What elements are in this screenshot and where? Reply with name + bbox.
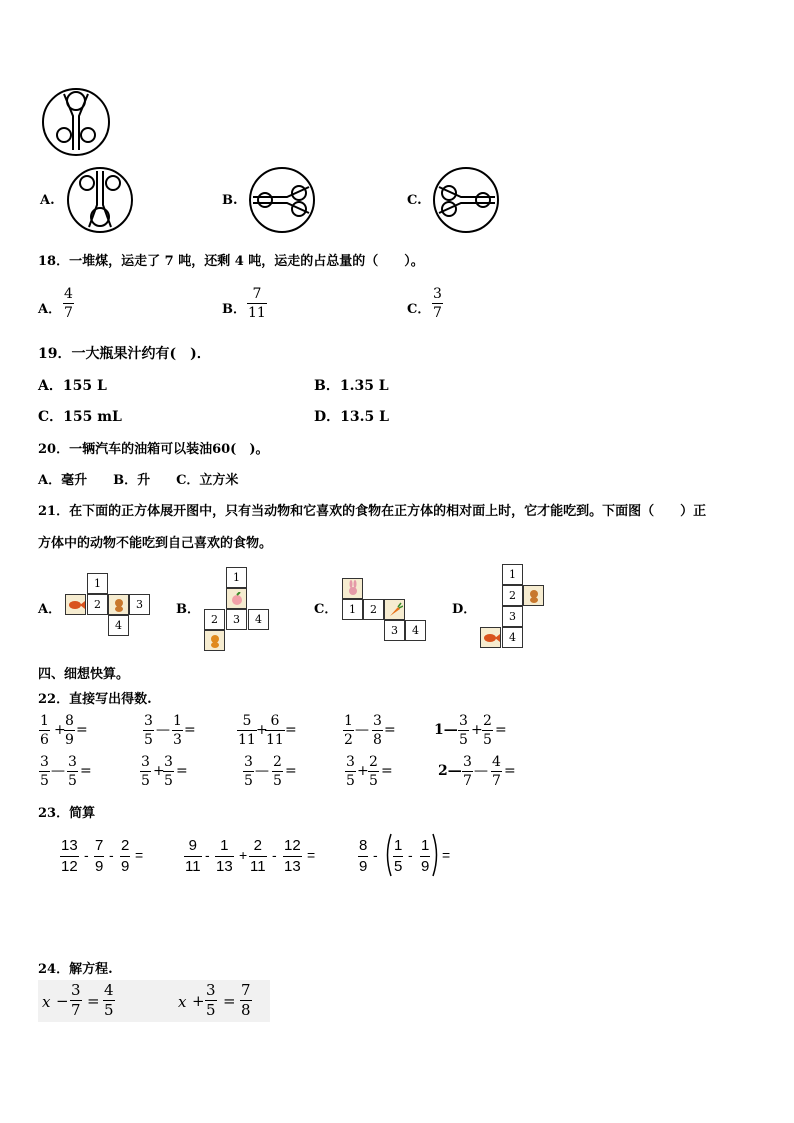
- numerator: 7: [252, 286, 262, 302]
- equals: =: [87, 992, 100, 1010]
- fraction: 3 5: [206, 981, 216, 1019]
- operator: -: [205, 847, 210, 863]
- q21-option-b-label[interactable]: B．: [176, 602, 200, 617]
- q19-stem: 19．一大瓶果汁约有( )．: [38, 346, 211, 362]
- net-cell: 2: [87, 594, 108, 615]
- net-cell: 4: [502, 627, 523, 648]
- operator: -: [272, 847, 277, 863]
- monkey-icon: [108, 594, 129, 615]
- fraction: 3 5: [459, 713, 468, 748]
- net-cell: 1: [226, 567, 247, 588]
- net-cell: 2: [363, 599, 384, 620]
- q17-option-a-figure[interactable]: [65, 165, 135, 235]
- variable-x: x: [178, 993, 187, 1011]
- fraction: 4 7: [492, 754, 501, 789]
- equals: =: [307, 847, 316, 863]
- net-cell: 2: [204, 609, 225, 630]
- fraction: 8 9: [359, 837, 368, 875]
- operator: +: [153, 763, 165, 779]
- q21-option-a-net[interactable]: [65, 573, 155, 637]
- q19-option-d[interactable]: D．13.5 L: [314, 409, 389, 425]
- q18-stem: 18．一堆煤，运走了 7 吨，还剩 4 吨，运走的占总量的（ ）。: [38, 254, 424, 269]
- fraction: 3 5: [141, 754, 150, 789]
- operator: —: [51, 763, 65, 779]
- fraction: 2 9: [121, 837, 130, 875]
- q18-option-a-label[interactable]: A．: [38, 302, 62, 317]
- equals: =: [285, 722, 297, 738]
- operator: -: [109, 847, 114, 863]
- operator: -: [373, 847, 378, 863]
- equals: =: [76, 722, 88, 738]
- fraction: 2 11: [250, 837, 266, 875]
- q17-option-b-figure[interactable]: [247, 165, 317, 235]
- operator: —: [255, 763, 269, 779]
- q21-option-b-net[interactable]: [204, 567, 270, 652]
- q21-stem-line2: 方体中的动物不能吃到自己喜欢的食物。: [38, 536, 273, 551]
- equals: =: [184, 722, 196, 738]
- q18-option-b-label[interactable]: B．: [222, 302, 246, 317]
- equals: =: [384, 722, 396, 738]
- q18-option-c-label[interactable]: C．: [407, 302, 431, 317]
- fraction: 3 7: [463, 754, 472, 789]
- equals: =: [504, 763, 516, 779]
- fraction: 2 5: [369, 754, 378, 789]
- monkey-icon: [523, 585, 544, 606]
- fraction: 3 5: [40, 754, 49, 789]
- peach-icon: [226, 588, 247, 609]
- equals: =: [223, 992, 236, 1010]
- lead-term: 1—: [434, 722, 458, 738]
- q18-option-a-fraction[interactable]: [63, 286, 74, 321]
- equals: =: [285, 763, 297, 779]
- q17-option-c-figure[interactable]: [431, 165, 501, 235]
- operator: −: [56, 992, 69, 1010]
- numerator: 3: [433, 286, 442, 302]
- q17-option-b-label[interactable]: B.: [222, 193, 238, 208]
- fraction: 7 8: [241, 981, 251, 1019]
- fraction: 7 9: [95, 837, 104, 875]
- monkey-icon: [204, 630, 225, 651]
- q21-option-a-label[interactable]: A．: [38, 602, 62, 617]
- equals: =: [80, 763, 92, 779]
- fraction: 8 9: [65, 713, 74, 748]
- net-cell: 3: [384, 620, 405, 641]
- net-cell: 2: [502, 585, 523, 606]
- fraction: 3 5: [244, 754, 253, 789]
- operator: -: [84, 847, 89, 863]
- operator: —: [474, 763, 488, 779]
- fish-icon: [480, 627, 501, 648]
- operator: +: [54, 722, 66, 738]
- denominator: 11: [248, 305, 266, 321]
- fraction: 1 3: [173, 713, 182, 748]
- fraction: 3 7: [71, 981, 81, 1019]
- equals: =: [495, 722, 507, 738]
- fraction: 3 5: [346, 754, 355, 789]
- q18-option-b-fraction[interactable]: [247, 286, 267, 321]
- net-cell: 4: [248, 609, 269, 630]
- q20-stem: 20．一辆汽车的油箱可以装油60( )。: [38, 442, 269, 457]
- fraction: 4 5: [104, 981, 114, 1019]
- denominator: 7: [64, 305, 73, 321]
- net-cell: 4: [108, 615, 129, 636]
- numerator: 4: [64, 286, 73, 302]
- fraction: 1 2: [344, 713, 353, 748]
- lead-term: 2—: [438, 763, 462, 779]
- fraction: 12 13: [284, 837, 301, 875]
- fraction: 13 12: [61, 837, 78, 875]
- net-cell: 3: [226, 609, 247, 630]
- q23-stem: 23．简算: [38, 806, 96, 821]
- section-4-heading: 四、细想快算。: [38, 667, 130, 682]
- q17-reference-figure: [40, 86, 112, 158]
- operator: +: [239, 847, 248, 863]
- fish-icon: [65, 594, 86, 615]
- fraction: 6 11: [266, 713, 284, 748]
- q19-option-b[interactable]: B．1.35 L: [314, 378, 389, 394]
- operator: +: [256, 722, 268, 738]
- net-cell: 4: [405, 620, 426, 641]
- fraction: 3 5: [68, 754, 77, 789]
- q20-options[interactable]: A．毫升 B．升 C．立方米: [38, 473, 239, 488]
- q17-option-c-label[interactable]: C.: [407, 193, 422, 208]
- equals: =: [176, 763, 188, 779]
- carrot-icon: [384, 599, 405, 620]
- q19-option-a[interactable]: A．155 L: [38, 378, 107, 394]
- fraction: 9 11: [185, 837, 201, 875]
- q18-option-c-fraction[interactable]: [432, 286, 443, 321]
- q21-stem-line1: 21．在下面的正方体展开图中，只有当动物和它喜欢的食物在正方体的相对面上时，它才能吃到。下面图（ ）正: [38, 504, 707, 519]
- net-cell: 1: [87, 573, 108, 594]
- operator: -: [408, 847, 413, 863]
- q21-option-d-net[interactable]: [480, 564, 546, 648]
- net-cell: 1: [342, 599, 363, 620]
- fraction: 3 8: [373, 713, 382, 748]
- equals: =: [135, 847, 144, 863]
- operator: —: [355, 722, 369, 738]
- fraction: 3 5: [164, 754, 173, 789]
- variable-x: x: [42, 993, 51, 1011]
- net-cell: 3: [129, 594, 150, 615]
- operator: +: [357, 763, 369, 779]
- fraction: 1 6: [40, 713, 49, 748]
- right-paren-icon: [431, 832, 441, 878]
- fraction: 2 5: [483, 713, 492, 748]
- q21-option-c-label[interactable]: C．: [314, 602, 338, 617]
- q24-stem: 24．解方程.: [38, 962, 113, 977]
- net-cell: 3: [502, 606, 523, 627]
- q17-option-a-label[interactable]: A.: [40, 193, 55, 208]
- q21-option-c-net[interactable]: [342, 578, 428, 643]
- net-cell: 1: [502, 564, 523, 585]
- q22-stem: 22．直接写出得数.: [38, 692, 152, 707]
- denominator: 7: [433, 305, 442, 321]
- left-paren-icon: [383, 832, 393, 878]
- rabbit-icon: [342, 578, 363, 599]
- fraction: 1 9: [421, 837, 430, 875]
- q19-option-c[interactable]: C．155 mL: [38, 409, 122, 425]
- fraction: 1 13: [216, 837, 233, 875]
- fraction: 5 11: [238, 713, 256, 748]
- operator: +: [471, 722, 483, 738]
- operator: —: [156, 722, 170, 738]
- q21-option-d-label[interactable]: D．: [452, 602, 477, 617]
- fraction: 1 5: [394, 837, 403, 875]
- fraction: 3 5: [144, 713, 153, 748]
- equals: =: [381, 763, 393, 779]
- fraction: 2 5: [273, 754, 282, 789]
- equals: =: [442, 847, 451, 863]
- operator: +: [192, 992, 205, 1010]
